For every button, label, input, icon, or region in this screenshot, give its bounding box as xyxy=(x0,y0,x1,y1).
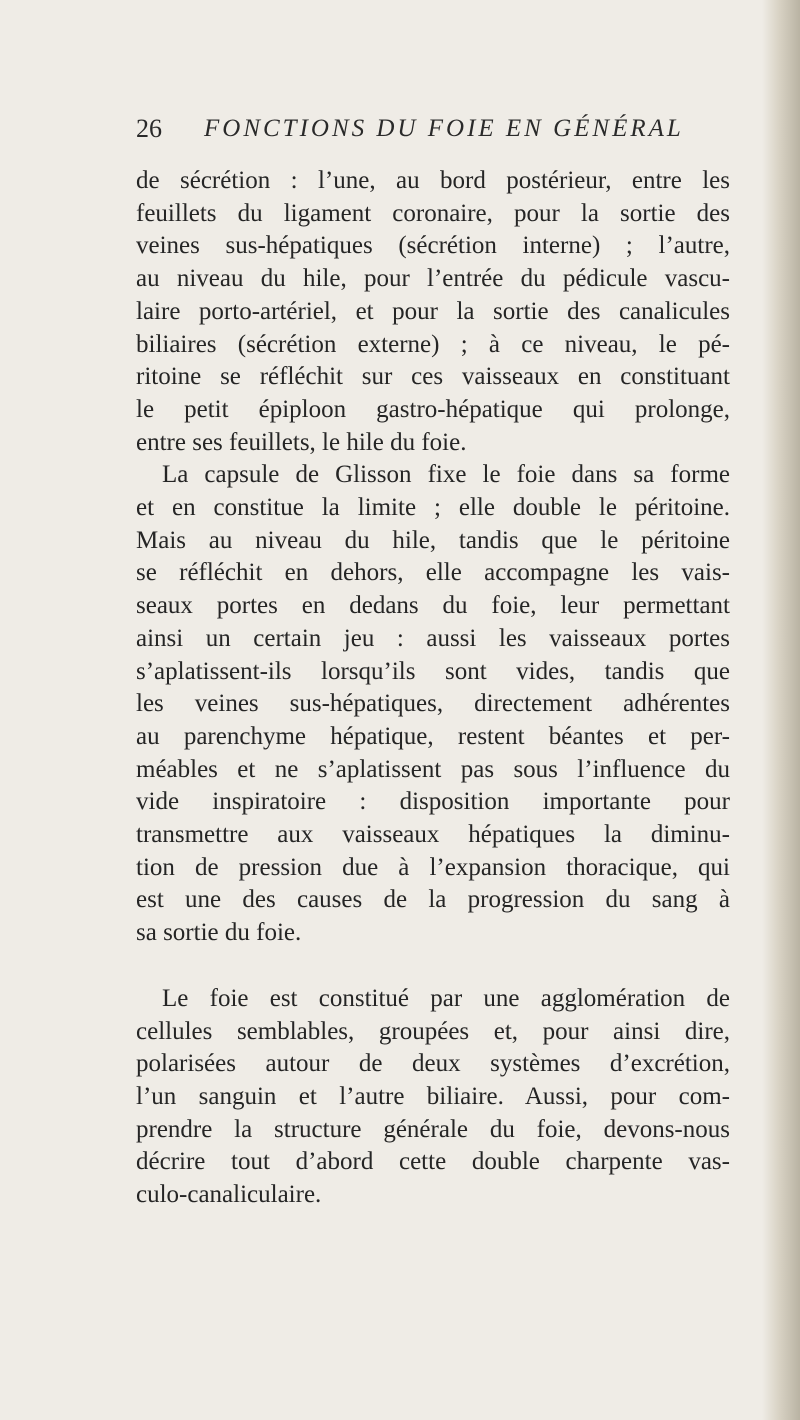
text-line: sa sortie du foie. xyxy=(136,919,302,947)
body-text xyxy=(136,165,730,1212)
text-line: entre ses feuillets, le hile du foie. xyxy=(136,428,467,456)
text-line: biliaires (sécrétion externe) ; à ce niveau, le pé- xyxy=(136,330,730,358)
text-line: polarisées autour de deux systèmes d’excrétion, xyxy=(136,1050,730,1078)
text-line: les veines sus-hépatiques, directement adhérentes xyxy=(136,690,730,718)
paragraph-1 xyxy=(136,165,730,459)
text-line: cellules semblables, groupées et, pour ainsi dire, xyxy=(136,1017,730,1045)
text-line: prendre la structure générale du foie, devons-nous xyxy=(136,1115,730,1143)
paragraph-3 xyxy=(136,983,730,1212)
paragraph-spacing xyxy=(136,950,730,983)
text-line: l’un sanguin et l’autre biliaire. Aussi, pour com- xyxy=(136,1082,730,1110)
page-edge-shadow xyxy=(762,0,800,1420)
running-head xyxy=(136,112,736,148)
text-line: La capsule de Glisson fixe le foie dans sa forme xyxy=(162,461,730,489)
text-line: laire porto-artériel, et pour la sortie des canalicules xyxy=(136,297,730,325)
page-number: 26 xyxy=(136,114,162,143)
text-line: au parenchyme hépatique, restent béantes et per- xyxy=(136,722,730,750)
text-line: Mais au niveau du hile, tandis que le péritoine xyxy=(136,526,730,554)
text-line: culo-canaliculaire. xyxy=(136,1181,322,1209)
running-head-title: FONCTIONS DU FOIE EN GÉNÉRAL xyxy=(204,115,684,142)
text-line: ritoine se réfléchit sur ces vaisseaux en constituant xyxy=(136,363,730,391)
text-line: au niveau du hile, pour l’entrée du pédicule vascu- xyxy=(136,265,730,293)
text-line: ainsi un certain jeu : aussi les vaisseaux portes xyxy=(136,624,730,652)
text-line: et en constitue la limite ; elle double le péritoine. xyxy=(136,494,730,522)
text-line: le petit épiploon gastro-hépatique qui prolonge, xyxy=(136,395,730,423)
text-line: feuillets du ligament coronaire, pour la sortie des xyxy=(136,199,730,227)
text-line: tion de pression due à l’expansion thoracique, qui xyxy=(136,853,730,881)
text-line: est une des causes de la progression du sang à xyxy=(136,886,730,914)
text-line: Le foie est constitué par une agglomération de xyxy=(162,984,730,1012)
text-line: de sécrétion : l’une, au bord postérieur, entre les xyxy=(136,167,730,194)
text-line: décrire tout d’abord cette double charpente vas- xyxy=(136,1148,730,1176)
paragraph-2 xyxy=(136,459,730,950)
text-line: méables et ne s’aplatissent pas sous l’influence du xyxy=(136,755,730,783)
text-line: se réfléchit en dehors, elle accompagne les vais- xyxy=(136,559,730,587)
text-line: transmettre aux vaisseaux hépatiques la diminu- xyxy=(136,821,730,849)
text-line: veines sus-hépatiques (sécrétion interne) ; l’autre, xyxy=(136,232,730,260)
text-line: s’aplatissent-ils lorsqu’ils sont vides, tandis que xyxy=(136,657,730,685)
text-line: vide inspiratoire : disposition importante pour xyxy=(136,788,730,816)
text-line: seaux portes en dedans du foie, leur permettant xyxy=(136,592,730,620)
